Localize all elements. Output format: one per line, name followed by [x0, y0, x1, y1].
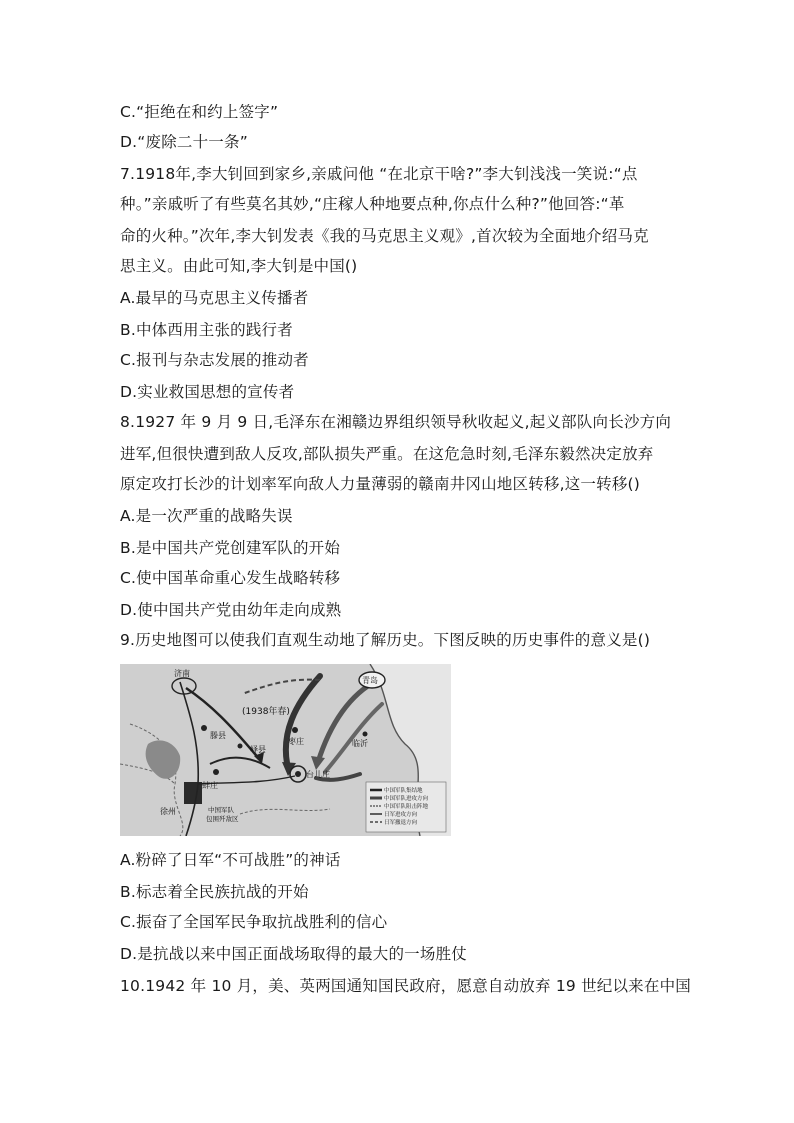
- legend-item-jp-attack: 日军进攻方向: [384, 812, 418, 818]
- q7-option-c: C.报刊与杂志发展的推动者: [120, 351, 309, 369]
- q8-stem-line-2: 进军,但很快遭到敌人反攻,部队损失严重。在这危急时刻,毛泽东毅然决定放弃: [120, 445, 654, 463]
- q8-stem-line-3: 原定攻打长沙的计划率军向敌人力量薄弱的赣南井冈山地区转移,这一转移(): [120, 475, 641, 493]
- q7-option-a: A.最早的马克思主义传播者: [120, 289, 309, 307]
- q7-option-b: B.中体西用主张的践行者: [120, 321, 293, 339]
- map-year-label: (1938年春): [242, 707, 290, 717]
- map-place-yixian: 峄县: [250, 745, 266, 754]
- map-place-tengxian: 滕县: [210, 731, 226, 740]
- q10-stem-line-1: 10.1942 年 10 月，美、英两国通知国民政府，愿意自动放弃 19 世纪以来在中国: [120, 977, 691, 995]
- q9-option-a: A.粉碎了日军“不可战胜”的神话: [120, 851, 341, 869]
- legend-item-cn-block: 中国军队阻击阵地: [384, 804, 429, 810]
- q8-stem-line-1: 8.1927 年 9 月 9 日,毛泽东在湘赣边界组织领导秋收起义,起义部队向长沙方向: [120, 413, 672, 431]
- q9-option-d: D.是抗战以来中国正面战场取得的最大的一场胜仗: [120, 945, 467, 963]
- q9-option-b: B.标志着全民族抗战的开始: [120, 883, 309, 901]
- map-place-bengzhuang: 蚌庄: [202, 781, 218, 790]
- q8-option-a: A.是一次严重的战略失误: [120, 507, 293, 525]
- legend-item-jp-retreat: 日军撤退方向: [384, 820, 418, 826]
- q7-stem-line-3: 命的火种。”次年,李大钊发表《我的马克思主义观》,首次较为全面地介绍马克: [120, 227, 649, 245]
- battle-map-graphic: [120, 664, 451, 836]
- q6-option-c: C.“拒绝在和约上签字”: [120, 103, 279, 121]
- map-note-line-1: 中国军队: [208, 806, 234, 814]
- map-place-xuzhou: 徐州: [160, 807, 176, 816]
- q7-stem-line-1: 7.1918年,李大钊回到家乡,亲戚问他 “在北京干啥?”李大钊浅浅一笑说:“点: [120, 165, 638, 183]
- map-place-qingdao: 青岛: [362, 676, 378, 685]
- q7-stem-line-2: 种。”亲戚听了有些莫名其妙,“庄稼人种地要点种,你点什么种?”他回答:“革: [120, 195, 625, 213]
- map-place-linyi: 临沂: [352, 739, 368, 748]
- map-place-jinan: 济南: [174, 669, 190, 678]
- q7-option-d: D.实业救国思想的宣传者: [120, 383, 295, 401]
- q6-option-d: D.“废除二十一条”: [120, 133, 248, 151]
- q7-stem-line-4: 思主义。由此可知,李大钊是中国(): [120, 257, 358, 275]
- q9-option-c: C.振奋了全国军民争取抗战胜利的信心: [120, 913, 388, 931]
- map-note-line-2: 包围歼敌区: [206, 815, 239, 823]
- legend-item-gather: 中国军队集结地: [384, 788, 423, 794]
- map-place-taierzhuang: 台儿庄: [306, 770, 330, 779]
- q8-option-c: C.使中国革命重心发生战略转移: [120, 569, 341, 587]
- q8-option-b: B.是中国共产党创建军队的开始: [120, 539, 341, 557]
- legend-item-cn-attack: 中国军队进攻方向: [384, 796, 429, 802]
- map-place-zaozhuang: 枣庄: [288, 737, 304, 746]
- q9-stem: 9.历史地图可以使我们直观生动地了解历史。下图反映的历史事件的意义是(): [120, 631, 651, 649]
- q8-option-d: D.使中国共产党由幼年走向成熟: [120, 601, 342, 619]
- taierzhuang-battle-map: [120, 664, 451, 836]
